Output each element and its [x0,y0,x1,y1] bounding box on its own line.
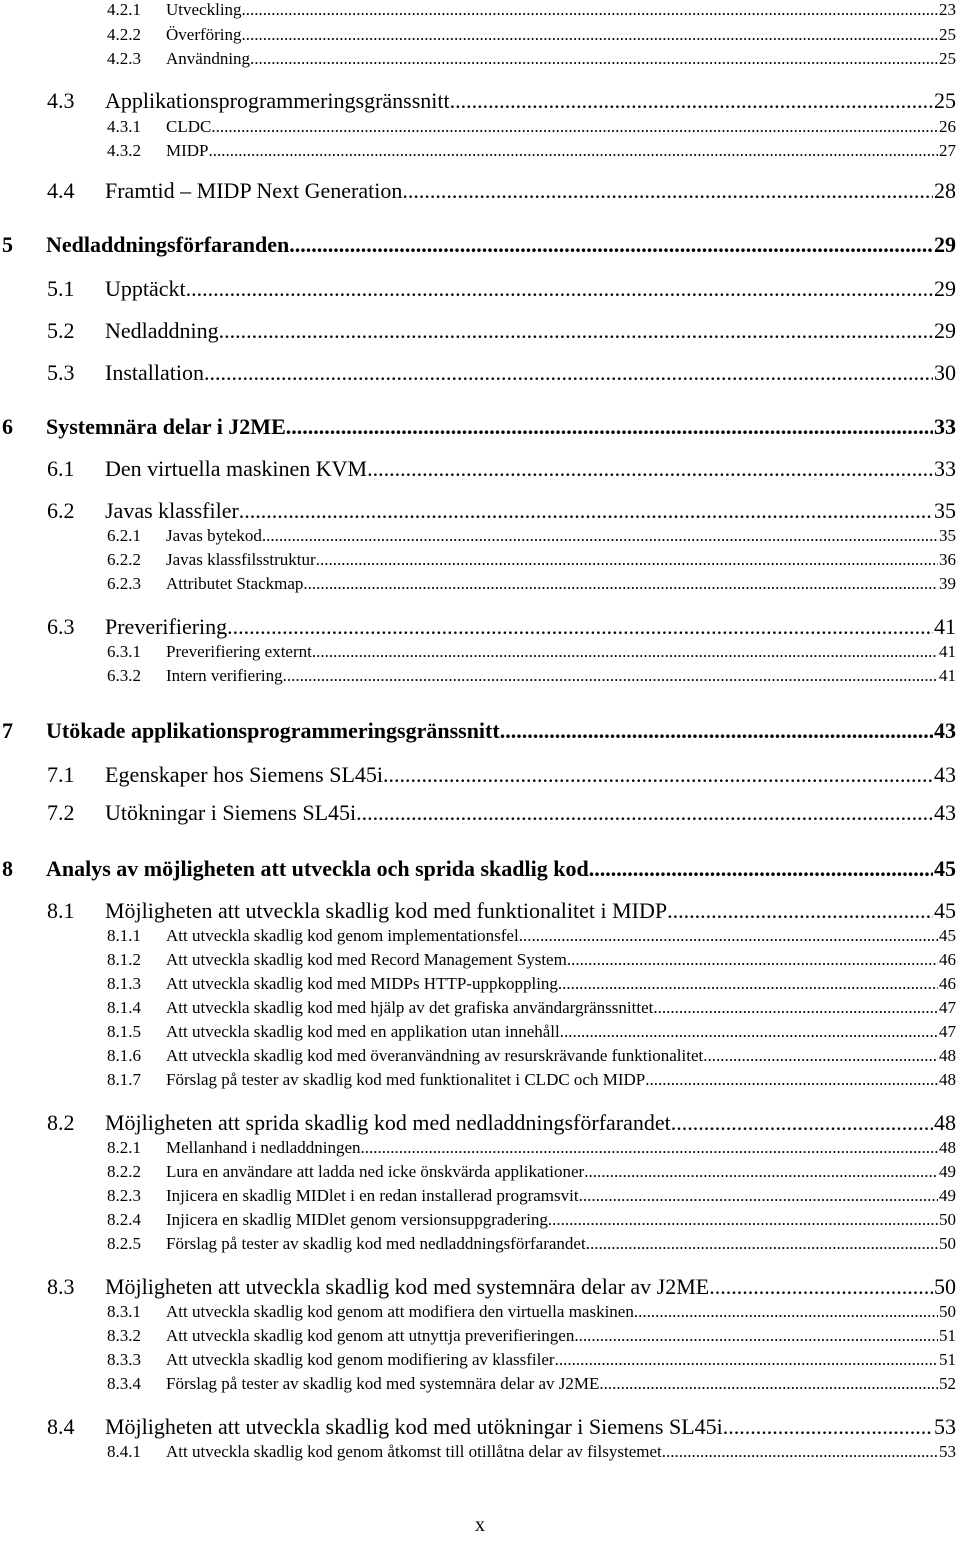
toc-entry-number: 5.1 [47,276,75,301]
toc-entry-number: 8.2.2 [107,1162,141,1181]
toc-entry[interactable] [47,456,956,484]
toc-entry-number: 8.2 [47,1110,75,1135]
dot-leader [242,25,938,45]
toc-entry[interactable] [107,666,956,688]
toc-entry-title: Den virtuella maskinen KVM [105,456,368,481]
toc-entry-page: 49 [939,1186,956,1205]
toc-entry-title: Lura en användare att ladda ned icke önskvärda applikationer [166,1162,585,1181]
dot-leader [645,1070,938,1090]
toc-entry-page: 41 [939,666,956,685]
toc-entry[interactable] [107,49,956,71]
toc-entry-page: 28 [934,178,956,203]
toc-entry[interactable] [107,526,956,548]
toc-entry[interactable] [47,88,956,116]
dot-leader [703,1046,938,1066]
toc-entry-title: CLDC [166,117,212,136]
toc-entry-title: Egenskaper hos Siemens SL45i [105,762,384,787]
dot-leader [204,360,933,386]
toc-entry[interactable] [107,0,956,22]
toc-entry-page: 35 [934,498,956,523]
toc-entry-title: Att utveckla skadlig kod med en applikation utan innehåll [166,1022,560,1041]
toc-entry-number: 8.1.4 [107,998,141,1017]
toc-entry[interactable] [107,1162,956,1184]
toc-entry-number: 8.3.2 [107,1326,141,1345]
toc-entry-number: 8.1.6 [107,1046,141,1065]
toc-entry[interactable] [47,614,956,642]
toc-entry-title: Utveckling [166,0,242,19]
toc-entry-title: Utökade applikationsprogrammeringsgränssnitt [46,718,500,743]
toc-entry[interactable] [47,1414,956,1442]
toc-entry-page: 51 [939,1326,956,1345]
toc-entry-number: 5.3 [47,360,75,385]
toc-entry-number: 7 [2,718,13,743]
toc-entry-number: 6.3 [47,614,75,639]
toc-entry-page: 30 [934,360,956,385]
toc-entry[interactable] [47,498,956,526]
toc-entry-title: Attributet Stackmap [166,574,304,593]
toc-entry[interactable] [107,1046,956,1068]
toc-entry-number: 8.2.4 [107,1210,141,1229]
toc-entry-title: Att utveckla skadlig kod genom att modifiera den virtuella maskinen [166,1302,634,1321]
toc-entry-page: 48 [939,1046,956,1065]
toc-entry-page: 45 [934,898,956,923]
dot-leader [219,318,933,344]
toc-entry-title: Att utveckla skadlig kod genom åtkomst till otillåtna delar av filsystemet [166,1442,662,1461]
toc-entry-page: 47 [939,1022,956,1041]
toc-entry-title: Javas klassfilsstruktur [166,550,316,569]
dot-leader [555,1350,938,1370]
dot-leader [262,526,938,546]
toc-entry-title: Möjligheten att utveckla skadlig kod med utökningar i Siemens SL45i [105,1414,723,1439]
dot-leader [242,0,938,20]
toc-entry-number: 4.2.1 [107,0,141,19]
toc-entry-page: 46 [939,950,956,969]
dot-leader [356,800,933,826]
dot-leader [500,718,933,744]
dot-leader [367,456,933,482]
dot-leader [709,1274,933,1300]
dot-leader [634,1302,938,1322]
dot-leader [548,1210,938,1230]
toc-entry[interactable] [107,25,956,47]
toc-entry-number: 8.1.3 [107,974,141,993]
toc-entry-number: 8.1 [47,898,75,923]
toc-entry-number: 4.3.2 [107,141,141,160]
toc-entry[interactable] [2,856,956,884]
toc-entry-title: Injicera en skadlig MIDlet i en redan installerad programsvit [166,1186,579,1205]
toc-entry[interactable] [47,800,956,828]
toc-entry-page: 50 [939,1210,956,1229]
toc-entry-page: 45 [934,856,956,881]
toc-entry-number: 6 [2,414,13,439]
toc-entry-title: Upptäckt [105,276,186,301]
dot-leader [560,1022,938,1042]
toc-entry-page: 41 [934,614,956,639]
dot-leader [361,1138,938,1158]
toc-entry-page: 43 [934,718,956,743]
dot-leader [383,762,933,788]
dot-leader [574,1326,938,1346]
dot-leader [303,574,938,594]
toc-entry-number: 8.3.3 [107,1350,141,1369]
toc-entry-number: 8.1.5 [107,1022,141,1041]
dot-leader [667,898,933,924]
dot-leader [316,550,938,570]
toc-entry-page: 52 [939,1374,956,1393]
toc-entry-title: Installation [105,360,204,385]
dot-leader [519,926,938,946]
toc-entry-page: 35 [939,526,956,545]
toc-entry-page: 53 [939,1442,956,1461]
toc-entry-number: 4.4 [47,178,75,203]
toc-entry-number: 6.2 [47,498,75,523]
toc-entry[interactable] [107,550,956,572]
toc-entry-title: Att utveckla skadlig kod genom att utnyttja preverifieringen [166,1326,575,1345]
dot-leader [450,88,933,114]
toc-entry-number: 6.1 [47,456,75,481]
toc-entry-title: Förslag på tester av skadlig kod med systemnära delar av J2ME [166,1374,600,1393]
dot-leader [584,1162,938,1182]
toc-entry-number: 8 [2,856,13,881]
toc-entry-title: Utökningar i Siemens SL45i [105,800,357,825]
dot-leader [289,232,933,258]
dot-leader [671,1110,933,1136]
toc-entry[interactable] [2,232,956,260]
dot-leader [723,1414,933,1440]
toc-entry-number: 5 [2,232,13,257]
toc-entry[interactable] [107,1070,956,1092]
toc-entry[interactable] [107,1210,956,1232]
toc-entry-title: Analys av möjligheten att utveckla och sprida skadlig kod [46,856,589,881]
dot-leader [567,950,938,970]
toc-entry-number: 8.3 [47,1274,75,1299]
dot-leader [211,117,938,137]
toc-entry-title: Att utveckla skadlig kod med hjälp av det grafiska användargränssnittet [166,998,654,1017]
toc-entry-title: Nedladdningsförfaranden [46,232,290,257]
toc-entry-page: 23 [939,0,956,19]
toc-entry-page: 51 [939,1350,956,1369]
toc-entry-number: 4.2.2 [107,25,141,44]
toc-entry-number: 8.2.5 [107,1234,141,1253]
toc-entry[interactable] [2,414,956,442]
toc-entry-title: Förslag på tester av skadlig kod med funktionalitet i CLDC och MIDP [166,1070,646,1089]
toc-entry-number: 8.2.3 [107,1186,141,1205]
toc-entry-number: 6.2.1 [107,526,141,545]
toc-entry-page: 36 [939,550,956,569]
toc-entry[interactable] [47,1110,956,1138]
toc-entry-title: Intern verifiering [166,666,283,685]
toc-entry-page: 26 [939,117,956,136]
toc-entry-title: Att utveckla skadlig kod med överanvändning av resurskrävande funktionalitet [166,1046,704,1065]
toc-entry-title: Möjligheten att sprida skadlig kod med nedladdningsförfarandet [105,1110,671,1135]
toc-entry-title: Överföring [166,25,242,44]
toc-entry-number: 4.3.1 [107,117,141,136]
dot-leader [402,178,933,204]
dot-leader [653,998,938,1018]
toc-entry-page: 48 [934,1110,956,1135]
toc-entry-number: 8.4.1 [107,1442,141,1461]
toc-entry-number: 6.3.2 [107,666,141,685]
toc-entry-number: 8.2.1 [107,1138,141,1157]
toc-entry[interactable] [107,1186,956,1208]
toc-entry-number: 8.1.2 [107,950,141,969]
page-number: x [475,1514,485,1536]
toc-entry-title: Javas klassfiler [105,498,239,523]
toc-entry[interactable] [107,574,956,596]
toc-entry-number: 8.1.7 [107,1070,141,1089]
dot-leader [239,498,933,524]
toc-entry[interactable] [107,1326,956,1348]
toc-entry-number: 4.2.3 [107,49,141,68]
toc-entry[interactable] [47,276,956,304]
toc-entry-number: 5.2 [47,318,75,343]
dot-leader [599,1374,938,1394]
toc-entry-title: Möjligheten att utveckla skadlig kod med systemnära delar av J2ME [105,1274,710,1299]
dot-leader [589,856,933,882]
toc-entry[interactable] [107,926,956,948]
toc-entry-page: 29 [934,318,956,343]
toc-entry-number: 7.2 [47,800,75,825]
dot-leader [579,1186,938,1206]
toc-entry-number: 8.1.1 [107,926,141,945]
toc-entry[interactable] [107,1022,956,1044]
toc-entry-page: 48 [939,1138,956,1157]
toc-entry-number: 6.2.3 [107,574,141,593]
dot-leader [209,141,938,161]
toc-entry-page: 41 [939,642,956,661]
toc-entry-page: 50 [934,1274,956,1299]
toc-entry[interactable] [47,318,956,346]
toc-entry-page: 27 [939,141,956,160]
toc-entry-title: Framtid – MIDP Next Generation [105,178,403,203]
toc-entry-title: MIDP [166,141,209,160]
toc-entry-title: Att utveckla skadlig kod genom modifiering av klassfiler [166,1350,555,1369]
toc-entry[interactable] [47,178,956,206]
toc-entry[interactable] [107,998,956,1020]
dot-leader [186,276,933,302]
toc-entry-page: 25 [934,88,956,113]
toc-entry-title: Att utveckla skadlig kod genom implementationsfel [166,926,519,945]
toc-entry[interactable] [107,1442,956,1464]
toc-entry-title: Systemnära delar i J2ME [46,414,286,439]
toc-entry-title: Preverifiering externt [166,642,312,661]
toc-entry-title: Användning [166,49,251,68]
toc-entry-title: Möjligheten att utveckla skadlig kod med funktionalitet i MIDP [105,898,668,923]
toc-entry[interactable] [107,1234,956,1256]
toc-entry-page: 29 [934,276,956,301]
toc-entry-page: 47 [939,998,956,1017]
toc-entry[interactable] [47,762,956,790]
dot-leader [312,642,938,662]
toc-entry-number: 4.3 [47,88,75,113]
toc-entry-page: 46 [939,974,956,993]
dot-leader [286,414,933,440]
toc-entry[interactable] [107,1374,956,1396]
dot-leader [250,49,938,69]
toc-entry-page: 43 [934,800,956,825]
toc-entry[interactable] [107,974,956,996]
toc-entry-page: 53 [934,1414,956,1439]
toc-entry[interactable] [107,1302,956,1324]
dot-leader [558,974,938,994]
dot-leader [586,1234,938,1254]
toc-entry[interactable] [47,360,956,388]
toc-entry-title: Att utveckla skadlig kod med MIDPs HTTP-uppkoppling [166,974,558,993]
toc-entry-number: 8.3.4 [107,1374,141,1393]
toc-entry-page: 29 [934,232,956,257]
toc-entry[interactable] [107,141,956,163]
toc-entry-page: 33 [934,456,956,481]
toc-entry[interactable] [107,1138,956,1160]
toc-entry-title: Förslag på tester av skadlig kod med nedladdningsförfarandet [166,1234,586,1253]
toc-entry-title: Att utveckla skadlig kod med Record Management System [166,950,567,969]
dot-leader [662,1442,938,1462]
toc-entry[interactable] [47,1274,956,1302]
toc-entry-page: 48 [939,1070,956,1089]
toc-entry[interactable] [2,718,956,746]
toc-entry-title: Preverifiering [105,614,228,639]
toc-entry-number: 8.3.1 [107,1302,141,1321]
toc-entry-page: 33 [934,414,956,439]
dot-leader [227,614,933,640]
toc-entry[interactable] [107,1350,956,1372]
toc-entry-title: Applikationsprogrammeringsgränssnitt [105,88,450,113]
toc-entry-page: 25 [939,49,956,68]
toc-entry[interactable] [107,950,956,972]
dot-leader [283,666,938,686]
toc-entry[interactable] [107,642,956,664]
toc-entry-number: 7.1 [47,762,75,787]
toc-entry-number: 6.3.1 [107,642,141,661]
toc-entry-number: 8.4 [47,1414,75,1439]
toc-entry[interactable] [47,898,956,926]
toc-entry-page: 43 [934,762,956,787]
toc-entry[interactable] [107,117,956,139]
toc-entry-page: 45 [939,926,956,945]
toc-entry-page: 50 [939,1302,956,1321]
toc-entry-title: Injicera en skadlig MIDlet genom versionsuppgradering [166,1210,548,1229]
toc-entry-page: 50 [939,1234,956,1253]
toc-entry-title: Mellanhand i nedladdningen [166,1138,361,1157]
toc-entry-page: 25 [939,25,956,44]
toc-entry-title: Javas bytekod [166,526,262,545]
toc-entry-page: 39 [939,574,956,593]
toc-entry-number: 6.2.2 [107,550,141,569]
toc-entry-title: Nedladdning [105,318,219,343]
toc-entry-page: 49 [939,1162,956,1181]
